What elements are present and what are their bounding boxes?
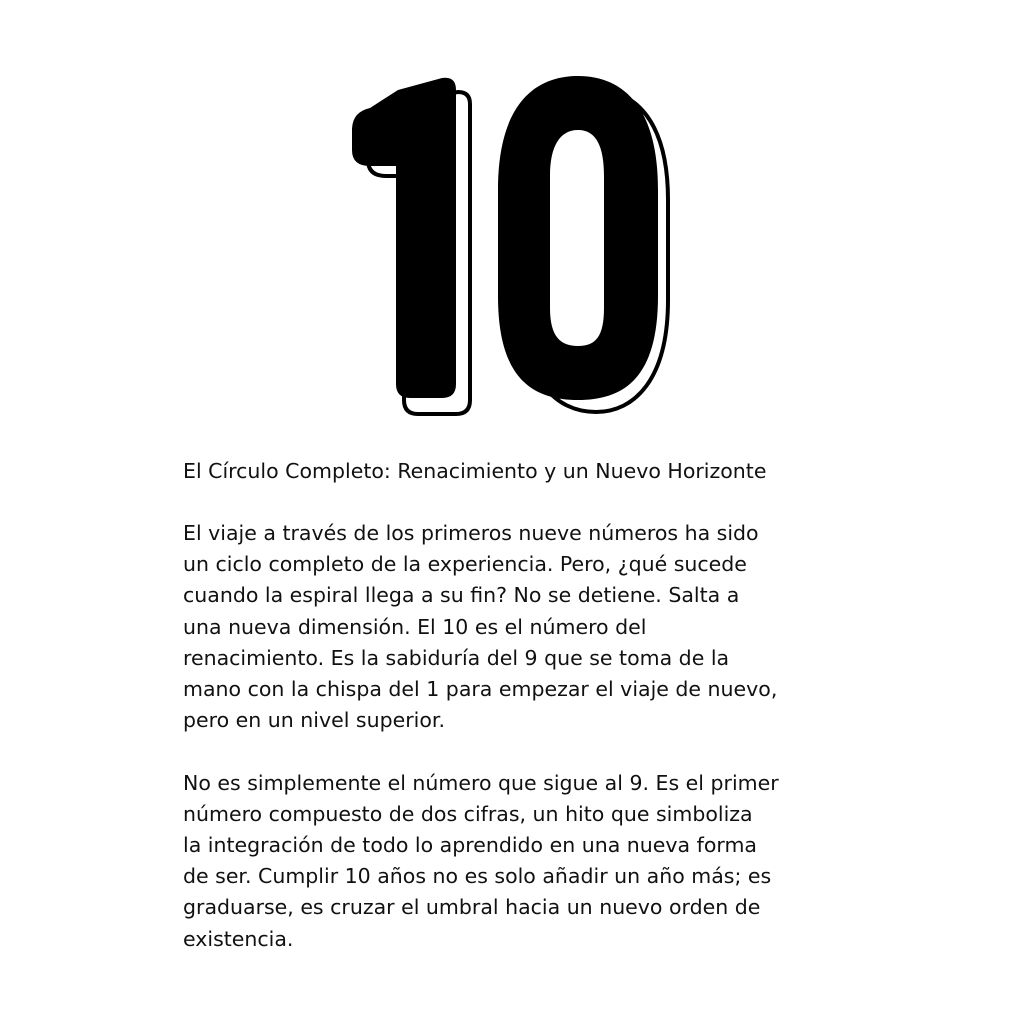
paragraph-1: [183, 518, 883, 736]
paragraph-line: No es simplemente el número que sigue al 9. Es el primer: [183, 770, 779, 795]
paragraph-line: existencia.: [183, 926, 294, 951]
paragraph-line: una nueva dimensión. El 10 es el número del: [183, 614, 647, 639]
digit-one: [352, 78, 456, 398]
paragraph-line: pero en un nivel superior.: [183, 708, 445, 733]
number-ten-graphic: [330, 60, 690, 430]
paragraph-line: renacimiento. Es la sabiduría del 9 que se toma de la: [183, 645, 730, 670]
article-subtitle: El Círculo Completo: Renacimiento y un Nuevo Horizonte: [183, 459, 767, 483]
paragraph-line: de ser. Cumplir 10 años no es solo añadir un año más; es: [183, 864, 772, 889]
paragraph-line: El viaje a través de los primeros nueve números ha sido: [183, 521, 759, 545]
paragraph-line: número compuesto de dos cifras, un hito que simboliza: [183, 801, 753, 826]
paragraph-line: graduarse, es cruzar el umbral hacia un nuevo orden de: [183, 895, 761, 920]
article-body: [183, 456, 883, 986]
paragraph-line: un ciclo completo de la experiencia. Pero, ¿qué sucede: [183, 552, 747, 577]
paragraph-line: mano con la chispa del 1 para empezar el viaje de nuevo,: [183, 677, 778, 702]
digit-zero: [498, 76, 658, 400]
paragraph-line: la integración de todo lo aprendido en una nueva forma: [183, 833, 757, 858]
digit-zero-inner-shadow: [560, 150, 566, 330]
paragraph-2: [183, 768, 883, 955]
paragraph-line: cuando la espiral llega a su fin? No se detiene. Salta a: [183, 583, 740, 608]
